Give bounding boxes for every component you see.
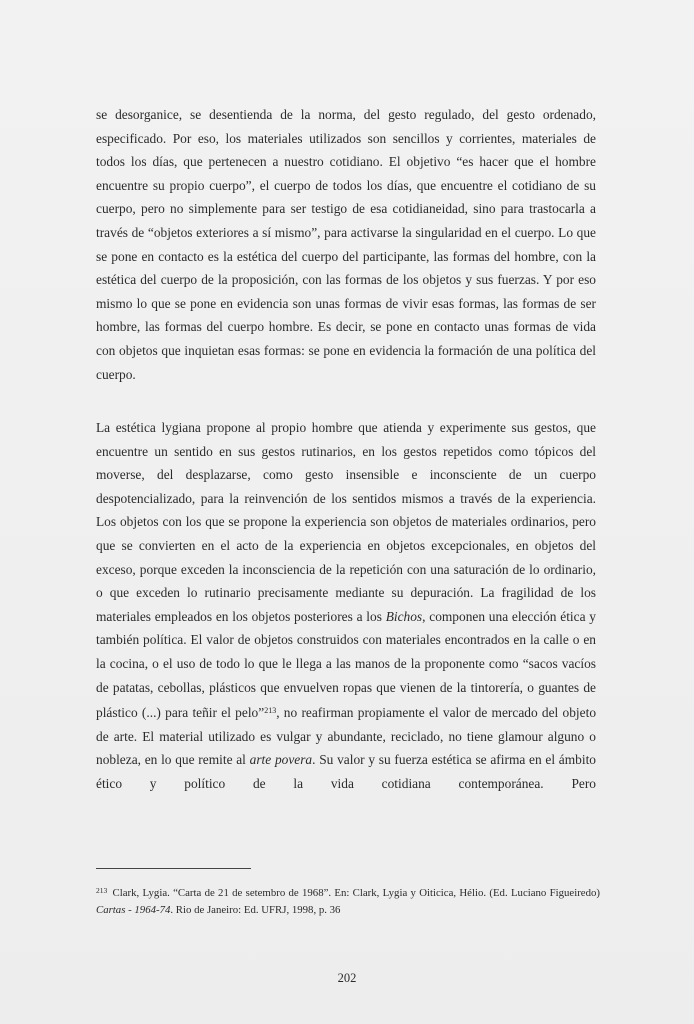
body-paragraph-1: [96, 103, 596, 386]
footnote: [96, 882, 600, 919]
body-paragraph-2: [96, 416, 596, 796]
footnote-italic-title: Cartas - 1964-74: [96, 904, 171, 916]
footnote-number: 213: [96, 886, 108, 895]
footnote-divider: [96, 868, 251, 869]
paragraph-text-segment: . Su valor y su fuerza estética se afirma en el ámbito ético y político de la vida cotidiana contemporánea. Pero: [96, 752, 596, 791]
page-number: 202: [337, 971, 357, 985]
paragraph-text: [96, 416, 596, 796]
footnote-reference: 213: [264, 706, 277, 716]
footnote-text: Clark, Lygia. “Carta de 21 de setembro de 1968”. En: Clark, Lygia y Oiticica, Hélio. (Ed. Luciano Figueiredo): [109, 887, 600, 899]
paragraph-text-segment: , no reafirman propiamente el valor de mercado del objeto de arte. El material utilizado es vulgar y abundante, reciclado, no tiene glamour alguno o nobleza, en lo que remite al: [96, 705, 597, 768]
paragraph-text-segment: , componen una elección ética y también política. El valor de objetos construidos con materiales encontrados en la calle o en la cocina, o el uso de todo lo que le llega a las manos de la proponente como “sacos vacíos de patatas, cebollas, plásticos que envuelven ropas que vienen de la tintorería, o guantes de plástico (...) para teñir el pelo”: [96, 608, 596, 721]
paragraph-text-segment: La estética lygiana propone al propio hombre que atienda y experimente sus gestos, que encuentre un sentido en sus gestos rutinarios, en los gestos repetidos como tópicos del moverse, del desplazarse, como gesto insensible e inconsciente de un cuerpo despotencializado, para la reinvención de los sentidos mismos a través de la experiencia. Los objetos con los que se propone la experiencia son objetos de materiales ordinarios, pero que se convierten en el acto de la experiencia en objetos excepcionales, en objetos del exceso, porque exceden la inconsciencia de la repetición con una saturación de lo ordinario, o que exceden lo rutinario precisamente mediante su depuración. La fragilidad de los materiales empleados en los objetos posteriores a los: [96, 420, 596, 624]
italic-term-arte-povera: arte povera: [249, 752, 313, 768]
footnote-text: . Rio de Janeiro: Ed. UFRJ, 1998, p. 36: [170, 904, 341, 916]
italic-title-bichos: Bichos: [385, 608, 423, 624]
paragraph-text: se desorganice, se desentienda de la norma, del gesto regulado, del gesto ordenado, especificado. Por eso, los materiales utilizados son sencillos y corrientes, materiales de todos los días, que pertenecen a nuestro cotidiano. El objetivo “es hacer que el hombre encuentre su propio cuerpo”, el cuerpo de todos los días, que encuentre el cotidiano de su cuerpo, pero no simplemente para ser testigo de esa cotidianeidad, sino para trastocarla a través de “objetos exteriores a sí mismo”, para activarse la singularidad en el cuerpo. Lo que se pone en contacto es la estética del cuerpo del participante, las formas del hombre, con la estética del cuerpo de la proposición, con las formas de los objetos y sus fuerzas. Y por eso mismo lo que se pone en evidencia son unas formas de vivir esas formas, las formas de ser hombre, las formas del cuerpo hombre. Es decir, se pone en contacto unas formas de vida con objetos que inquietan esas formas: se pone en evidencia la formación de una política del cuerpo.: [96, 107, 596, 382]
